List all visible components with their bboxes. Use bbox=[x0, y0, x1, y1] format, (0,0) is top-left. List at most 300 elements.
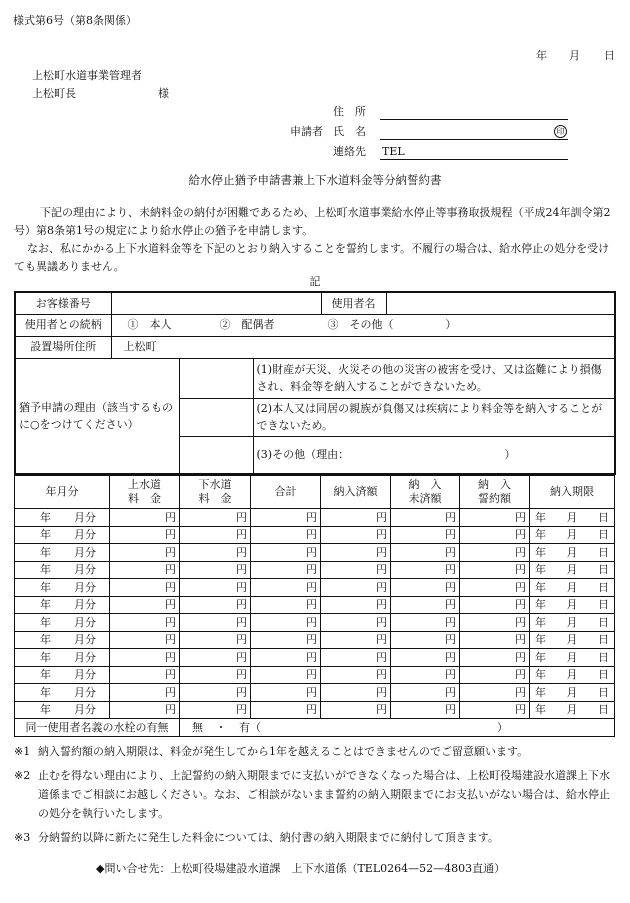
reason-3-mark[interactable] bbox=[179, 436, 253, 474]
meter-options bbox=[180, 719, 615, 737]
deadline-day: 日 bbox=[598, 510, 609, 524]
yen-cell[interactable] bbox=[460, 649, 530, 667]
year-unit: 年 bbox=[40, 598, 51, 612]
meter-dot: ・ bbox=[215, 720, 227, 734]
deadline-year: 年 bbox=[535, 510, 546, 524]
deadline-cell[interactable] bbox=[530, 614, 615, 632]
yen-cell[interactable] bbox=[391, 509, 460, 527]
deadline-year: 年 bbox=[535, 650, 546, 664]
yen-cell[interactable] bbox=[391, 666, 460, 684]
yen-unit: 円 bbox=[306, 580, 317, 594]
yen-unit: 円 bbox=[236, 580, 247, 594]
deadline-year: 年 bbox=[535, 563, 546, 577]
yen-unit: 円 bbox=[306, 685, 317, 699]
header-deadline-col: 納入期限 bbox=[530, 476, 615, 509]
month-unit: 月分 bbox=[74, 703, 96, 717]
yen-unit: 円 bbox=[515, 598, 526, 612]
yen-unit: 円 bbox=[515, 703, 526, 717]
yen-cell[interactable] bbox=[180, 701, 251, 719]
reason-3-close: ） bbox=[504, 448, 516, 462]
yen-unit: 円 bbox=[376, 650, 387, 664]
table-row bbox=[15, 614, 615, 632]
yen-unit: 円 bbox=[515, 528, 526, 542]
yen-cell[interactable] bbox=[180, 649, 251, 667]
yen-unit: 円 bbox=[306, 703, 317, 717]
year-unit: 年 bbox=[40, 528, 51, 542]
month-unit: 月分 bbox=[74, 668, 96, 682]
deadline-cell[interactable] bbox=[530, 544, 615, 562]
table-row bbox=[15, 596, 615, 614]
yen-unit: 円 bbox=[165, 598, 176, 612]
yen-unit: 円 bbox=[515, 650, 526, 664]
tel-label: TEL bbox=[382, 145, 405, 158]
deadline-cell[interactable] bbox=[530, 684, 615, 702]
yen-cell[interactable] bbox=[251, 561, 321, 579]
reason-3 bbox=[253, 436, 615, 474]
yen-unit: 円 bbox=[306, 668, 317, 682]
relation-option-other[interactable]: ③ その他（ bbox=[327, 318, 394, 332]
deadline-day: 日 bbox=[598, 668, 609, 682]
yen-cell[interactable] bbox=[110, 649, 180, 667]
yen-unit: 円 bbox=[306, 545, 317, 559]
yen-unit: 円 bbox=[236, 545, 247, 559]
yen-cell[interactable] bbox=[251, 544, 321, 562]
month-unit: 月分 bbox=[74, 510, 96, 524]
month-unit: 月分 bbox=[74, 615, 96, 629]
month-cell[interactable] bbox=[15, 701, 110, 719]
ki-mark: 記 bbox=[309, 275, 321, 288]
yen-unit: 円 bbox=[306, 510, 317, 524]
addressee-manager: 上松町水道事業管理者 bbox=[32, 69, 142, 82]
yen-unit: 円 bbox=[306, 563, 317, 577]
month-unit: 月分 bbox=[74, 563, 96, 577]
yen-cell[interactable] bbox=[460, 561, 530, 579]
header-unpaid-col: 納 入 未済額 bbox=[391, 476, 460, 509]
seal-icon: 印 bbox=[554, 125, 567, 138]
yen-unit: 円 bbox=[515, 668, 526, 682]
deadline-cell[interactable] bbox=[530, 666, 615, 684]
notes bbox=[14, 742, 620, 852]
month-cell[interactable] bbox=[15, 596, 110, 614]
yen-unit: 円 bbox=[515, 685, 526, 699]
year-unit: 年 bbox=[40, 650, 51, 664]
yen-unit: 円 bbox=[165, 650, 176, 664]
deadline-month: 月 bbox=[566, 510, 578, 524]
customer-no-field[interactable] bbox=[111, 292, 321, 314]
address-label: 住 所 bbox=[333, 105, 366, 118]
yen-cell[interactable] bbox=[110, 579, 180, 597]
yen-unit: 円 bbox=[376, 598, 387, 612]
yen-cell[interactable] bbox=[110, 526, 180, 544]
deadline-day: 日 bbox=[598, 580, 609, 594]
deadline-year: 年 bbox=[535, 580, 546, 594]
yen-cell[interactable] bbox=[460, 701, 530, 719]
yen-cell[interactable] bbox=[391, 579, 460, 597]
yen-cell[interactable] bbox=[180, 666, 251, 684]
yen-cell[interactable] bbox=[391, 526, 460, 544]
meter-yes[interactable]: 有（ bbox=[239, 720, 261, 734]
yen-cell[interactable] bbox=[321, 666, 391, 684]
deadline-cell[interactable] bbox=[530, 579, 615, 597]
yen-cell[interactable] bbox=[321, 544, 391, 562]
yen-unit: 円 bbox=[445, 633, 456, 647]
document-title: 給水停止猶予申請書兼上下水道料金等分納誓約書 bbox=[188, 173, 442, 187]
deadline-cell[interactable] bbox=[530, 509, 615, 527]
yen-unit: 円 bbox=[515, 580, 526, 594]
location-label: 設置場所住所 bbox=[15, 336, 111, 358]
table-row bbox=[15, 631, 615, 649]
seal-mark bbox=[554, 124, 567, 138]
name-label: 氏 名 bbox=[333, 125, 366, 138]
table-row bbox=[15, 666, 615, 684]
yen-cell[interactable] bbox=[110, 666, 180, 684]
note-item bbox=[14, 828, 620, 847]
relation-option-spouse[interactable]: ② 配偶者 bbox=[219, 318, 275, 332]
header-pledge-col: 納 入 誓約額 bbox=[460, 476, 530, 509]
yen-cell[interactable] bbox=[110, 561, 180, 579]
meter-row bbox=[15, 719, 615, 737]
date-month-label: 月 bbox=[569, 49, 580, 62]
month-unit: 月分 bbox=[74, 685, 96, 699]
table-row bbox=[15, 509, 615, 527]
deadline-day: 日 bbox=[598, 563, 609, 577]
note-mark: ※2 bbox=[14, 769, 31, 782]
deadline-cell[interactable] bbox=[530, 596, 615, 614]
yen-cell[interactable] bbox=[180, 526, 251, 544]
deadline-month: 月 bbox=[566, 528, 578, 542]
yen-cell[interactable] bbox=[321, 649, 391, 667]
yen-cell[interactable] bbox=[251, 666, 321, 684]
note-item bbox=[14, 742, 620, 761]
month-cell[interactable] bbox=[15, 509, 110, 527]
yen-unit: 円 bbox=[376, 563, 387, 577]
body-paragraph-2: なお、私にかかる上下水道料金等を下記のとおり納入することを誓約します。不履行の場合は、給水停止の処分を受けても異議ありません。 bbox=[14, 242, 610, 273]
yen-cell[interactable] bbox=[460, 631, 530, 649]
yen-cell[interactable] bbox=[110, 631, 180, 649]
reason-2: (2)本人又は同居の親族が負傷又は疾病により料金等を納入することができないため。 bbox=[253, 398, 615, 436]
tel-underline bbox=[380, 159, 568, 160]
month-unit: 月分 bbox=[74, 580, 96, 594]
deadline-month: 月 bbox=[566, 650, 578, 664]
deadline-cell[interactable] bbox=[530, 631, 615, 649]
yen-unit: 円 bbox=[515, 545, 526, 559]
deadline-year: 年 bbox=[535, 598, 546, 612]
yen-cell[interactable] bbox=[251, 509, 321, 527]
yen-unit: 円 bbox=[236, 510, 247, 524]
deadline-month: 月 bbox=[566, 615, 578, 629]
month-cell[interactable] bbox=[15, 614, 110, 632]
deadline-day: 日 bbox=[598, 598, 609, 612]
user-name-label: 使用者名 bbox=[321, 292, 386, 314]
yen-cell[interactable] bbox=[460, 614, 530, 632]
reason-1: (1)財産が天災、火災その他の災害の被害を受け、又は盗難により損傷され、料金等を納入することができないため。 bbox=[253, 358, 615, 398]
deadline-year: 年 bbox=[535, 633, 546, 647]
yen-cell[interactable] bbox=[391, 596, 460, 614]
yen-unit: 円 bbox=[306, 650, 317, 664]
year-unit: 年 bbox=[40, 580, 51, 594]
yen-cell[interactable] bbox=[110, 701, 180, 719]
yen-cell[interactable] bbox=[391, 544, 460, 562]
contact-label: 連絡先 bbox=[333, 145, 366, 158]
relation-option-self[interactable]: ① 本人 bbox=[127, 318, 172, 332]
yen-cell[interactable] bbox=[180, 596, 251, 614]
user-name-field[interactable] bbox=[386, 292, 615, 314]
yen-unit: 円 bbox=[306, 528, 317, 542]
reason-label: 猶予申請の理由（該当するものに○をつけてください） bbox=[15, 358, 179, 474]
yen-cell[interactable] bbox=[180, 614, 251, 632]
yen-cell[interactable] bbox=[321, 701, 391, 719]
yen-unit: 円 bbox=[515, 633, 526, 647]
relation-label: 使用者との続柄 bbox=[15, 314, 111, 336]
addressee-honorific: 様 bbox=[158, 87, 169, 100]
yen-unit: 円 bbox=[165, 510, 176, 524]
note-text: 納入誓約額の納入期限は、料金が発生してから1年を越えることはできませんのでご留意願います。 bbox=[38, 745, 529, 758]
payment-table bbox=[14, 475, 615, 737]
yen-cell[interactable] bbox=[460, 526, 530, 544]
addressee-mayor: 上松町長 bbox=[32, 87, 76, 100]
table-row bbox=[15, 649, 615, 667]
yen-unit: 円 bbox=[376, 668, 387, 682]
yen-unit: 円 bbox=[445, 615, 456, 629]
reason-1-mark[interactable] bbox=[179, 358, 253, 398]
form-number: 様式第6号（第8条関係） bbox=[13, 14, 137, 27]
yen-unit: 円 bbox=[445, 563, 456, 577]
yen-unit: 円 bbox=[376, 580, 387, 594]
deadline-year: 年 bbox=[535, 685, 546, 699]
yen-unit: 円 bbox=[376, 510, 387, 524]
yen-cell[interactable] bbox=[460, 596, 530, 614]
year-unit: 年 bbox=[40, 633, 51, 647]
yen-cell[interactable] bbox=[460, 544, 530, 562]
yen-cell[interactable] bbox=[251, 579, 321, 597]
yen-cell[interactable] bbox=[391, 631, 460, 649]
deadline-cell[interactable] bbox=[530, 526, 615, 544]
yen-unit: 円 bbox=[445, 528, 456, 542]
month-cell[interactable] bbox=[15, 666, 110, 684]
deadline-month: 月 bbox=[566, 685, 578, 699]
yen-unit: 円 bbox=[236, 528, 247, 542]
yen-cell[interactable] bbox=[460, 509, 530, 527]
yen-unit: 円 bbox=[445, 580, 456, 594]
date-year-label: 年 bbox=[536, 49, 547, 62]
yen-unit: 円 bbox=[306, 598, 317, 612]
deadline-day: 日 bbox=[598, 528, 609, 542]
year-unit: 年 bbox=[40, 545, 51, 559]
relation-options bbox=[111, 314, 615, 336]
yen-unit: 円 bbox=[165, 545, 176, 559]
yen-cell[interactable] bbox=[391, 684, 460, 702]
month-cell[interactable] bbox=[15, 544, 110, 562]
yen-cell[interactable] bbox=[180, 579, 251, 597]
table-row bbox=[15, 544, 615, 562]
yen-unit: 円 bbox=[165, 685, 176, 699]
yen-unit: 円 bbox=[376, 685, 387, 699]
yen-cell[interactable] bbox=[251, 526, 321, 544]
yen-cell[interactable] bbox=[391, 701, 460, 719]
yen-unit: 円 bbox=[445, 703, 456, 717]
yen-unit: 円 bbox=[376, 633, 387, 647]
yen-unit: 円 bbox=[445, 510, 456, 524]
yen-cell[interactable] bbox=[180, 631, 251, 649]
yen-unit: 円 bbox=[236, 685, 247, 699]
yen-unit: 円 bbox=[515, 563, 526, 577]
yen-unit: 円 bbox=[236, 563, 247, 577]
yen-cell[interactable] bbox=[251, 596, 321, 614]
month-unit: 月分 bbox=[74, 545, 96, 559]
deadline-year: 年 bbox=[535, 615, 546, 629]
yen-cell[interactable] bbox=[460, 684, 530, 702]
yen-cell[interactable] bbox=[110, 684, 180, 702]
yen-unit: 円 bbox=[445, 598, 456, 612]
meter-close: ） bbox=[497, 720, 508, 734]
reason-2-mark[interactable] bbox=[179, 398, 253, 436]
month-cell[interactable] bbox=[15, 579, 110, 597]
yen-unit: 円 bbox=[515, 615, 526, 629]
yen-unit: 円 bbox=[445, 650, 456, 664]
yen-cell[interactable] bbox=[391, 614, 460, 632]
table-row bbox=[15, 561, 615, 579]
month-cell[interactable] bbox=[15, 561, 110, 579]
deadline-day: 日 bbox=[598, 685, 609, 699]
yen-cell[interactable] bbox=[460, 579, 530, 597]
month-cell[interactable] bbox=[15, 631, 110, 649]
table-row bbox=[15, 526, 615, 544]
yen-cell[interactable] bbox=[321, 596, 391, 614]
yen-cell[interactable] bbox=[251, 631, 321, 649]
deadline-year: 年 bbox=[535, 545, 546, 559]
yen-unit: 円 bbox=[236, 703, 247, 717]
deadline-year: 年 bbox=[535, 668, 546, 682]
month-cell[interactable] bbox=[15, 649, 110, 667]
yen-cell[interactable] bbox=[251, 684, 321, 702]
yen-cell[interactable] bbox=[321, 631, 391, 649]
deadline-month: 月 bbox=[566, 703, 578, 717]
yen-unit: 円 bbox=[515, 510, 526, 524]
yen-cell[interactable] bbox=[110, 544, 180, 562]
yen-unit: 円 bbox=[236, 615, 247, 629]
yen-cell[interactable] bbox=[460, 666, 530, 684]
month-unit: 月分 bbox=[74, 650, 96, 664]
year-unit: 年 bbox=[40, 703, 51, 717]
yen-unit: 円 bbox=[306, 633, 317, 647]
header-total-col: 合計 bbox=[251, 476, 321, 509]
yen-cell[interactable] bbox=[321, 526, 391, 544]
yen-cell[interactable] bbox=[321, 579, 391, 597]
yen-unit: 円 bbox=[376, 545, 387, 559]
yen-cell[interactable] bbox=[110, 614, 180, 632]
yen-cell[interactable] bbox=[180, 684, 251, 702]
deadline-month: 月 bbox=[566, 633, 578, 647]
yen-unit: 円 bbox=[165, 563, 176, 577]
yen-unit: 円 bbox=[236, 633, 247, 647]
month-unit: 月分 bbox=[74, 598, 96, 612]
yen-unit: 円 bbox=[376, 528, 387, 542]
deadline-day: 日 bbox=[598, 633, 609, 647]
yen-cell[interactable] bbox=[251, 701, 321, 719]
yen-cell[interactable] bbox=[110, 596, 180, 614]
year-unit: 年 bbox=[40, 685, 51, 699]
month-cell[interactable] bbox=[15, 526, 110, 544]
yen-cell[interactable] bbox=[321, 684, 391, 702]
deadline-day: 日 bbox=[598, 545, 609, 559]
deadline-cell[interactable] bbox=[530, 561, 615, 579]
deadline-month: 月 bbox=[566, 668, 578, 682]
yen-cell[interactable] bbox=[321, 561, 391, 579]
deadline-cell[interactable] bbox=[530, 649, 615, 667]
contact-footer: ◆問い合せ先：上松町役場建設水道課 上下水道係（TEL0264—52—4803直通） bbox=[96, 862, 506, 875]
yen-unit: 円 bbox=[165, 580, 176, 594]
deadline-month: 月 bbox=[566, 580, 578, 594]
year-unit: 年 bbox=[40, 668, 51, 682]
meter-none[interactable]: 無 bbox=[192, 720, 203, 734]
reason-3-label: (3)その他（理由： bbox=[256, 448, 350, 462]
month-unit: 月分 bbox=[74, 633, 96, 647]
yen-unit: 円 bbox=[236, 650, 247, 664]
yen-cell[interactable] bbox=[391, 649, 460, 667]
deadline-year: 年 bbox=[535, 703, 546, 717]
year-unit: 年 bbox=[40, 563, 51, 577]
body-paragraph-1: 下記の理由により、未納料金の納付が困難であるため、上松町水道事業給水停止等事務取扱規程（平成24年訓令第2号）第8条第1号の規定により給水停止の猶予を申請します。 bbox=[14, 206, 611, 237]
deadline-day: 日 bbox=[598, 615, 609, 629]
deadline-month: 月 bbox=[566, 563, 578, 577]
yen-unit: 円 bbox=[165, 703, 176, 717]
table-row bbox=[15, 701, 615, 719]
month-cell[interactable] bbox=[15, 684, 110, 702]
month-unit: 月分 bbox=[74, 528, 96, 542]
note-mark: ※3 bbox=[14, 831, 31, 844]
yen-unit: 円 bbox=[445, 668, 456, 682]
header-water-fee-col: 上水道 料 金 bbox=[110, 476, 180, 509]
location-value[interactable]: 上松町 bbox=[111, 336, 615, 358]
yen-unit: 円 bbox=[376, 615, 387, 629]
yen-cell[interactable] bbox=[180, 544, 251, 562]
deadline-cell[interactable] bbox=[530, 701, 615, 719]
yen-unit: 円 bbox=[165, 528, 176, 542]
address-underline bbox=[380, 119, 568, 120]
yen-cell[interactable] bbox=[180, 561, 251, 579]
yen-cell[interactable] bbox=[251, 649, 321, 667]
year-unit: 年 bbox=[40, 510, 51, 524]
deadline-day: 日 bbox=[598, 703, 609, 717]
meter-label: 同一使用者名義の水栓の有無 bbox=[15, 719, 180, 737]
note-item bbox=[14, 766, 620, 823]
relation-close: ） bbox=[445, 318, 457, 332]
year-unit: 年 bbox=[40, 615, 51, 629]
deadline-month: 月 bbox=[566, 545, 578, 559]
info-table bbox=[14, 291, 616, 475]
yen-unit: 円 bbox=[236, 598, 247, 612]
yen-unit: 円 bbox=[306, 615, 317, 629]
date-day-label: 日 bbox=[604, 49, 615, 62]
yen-cell[interactable] bbox=[110, 509, 180, 527]
yen-cell[interactable] bbox=[180, 509, 251, 527]
yen-cell[interactable] bbox=[321, 614, 391, 632]
yen-cell[interactable] bbox=[321, 509, 391, 527]
yen-cell[interactable] bbox=[251, 614, 321, 632]
applicant-label: 申請者 bbox=[290, 125, 323, 138]
table-row bbox=[15, 579, 615, 597]
deadline-day: 日 bbox=[598, 650, 609, 664]
note-text: 止むを得ない理由により、上記誓約の納入期限までに支払いができなくなった場合は、上松町役場建設水道課上下水道係までご相談にお越しください。なお、ご相談がないまま誓約の納入期限までにお支払いがない場合は、給水停止の処分を執行いたします。 bbox=[38, 769, 610, 820]
yen-cell[interactable] bbox=[391, 561, 460, 579]
header-paid-col: 納入済額 bbox=[321, 476, 391, 509]
header-sewer-fee-col: 下水道 料 金 bbox=[180, 476, 251, 509]
note-mark: ※1 bbox=[14, 745, 31, 758]
table-row bbox=[15, 684, 615, 702]
yen-unit: 円 bbox=[165, 668, 176, 682]
header-month-col: 年月分 bbox=[15, 476, 110, 509]
deadline-year: 年 bbox=[535, 528, 546, 542]
